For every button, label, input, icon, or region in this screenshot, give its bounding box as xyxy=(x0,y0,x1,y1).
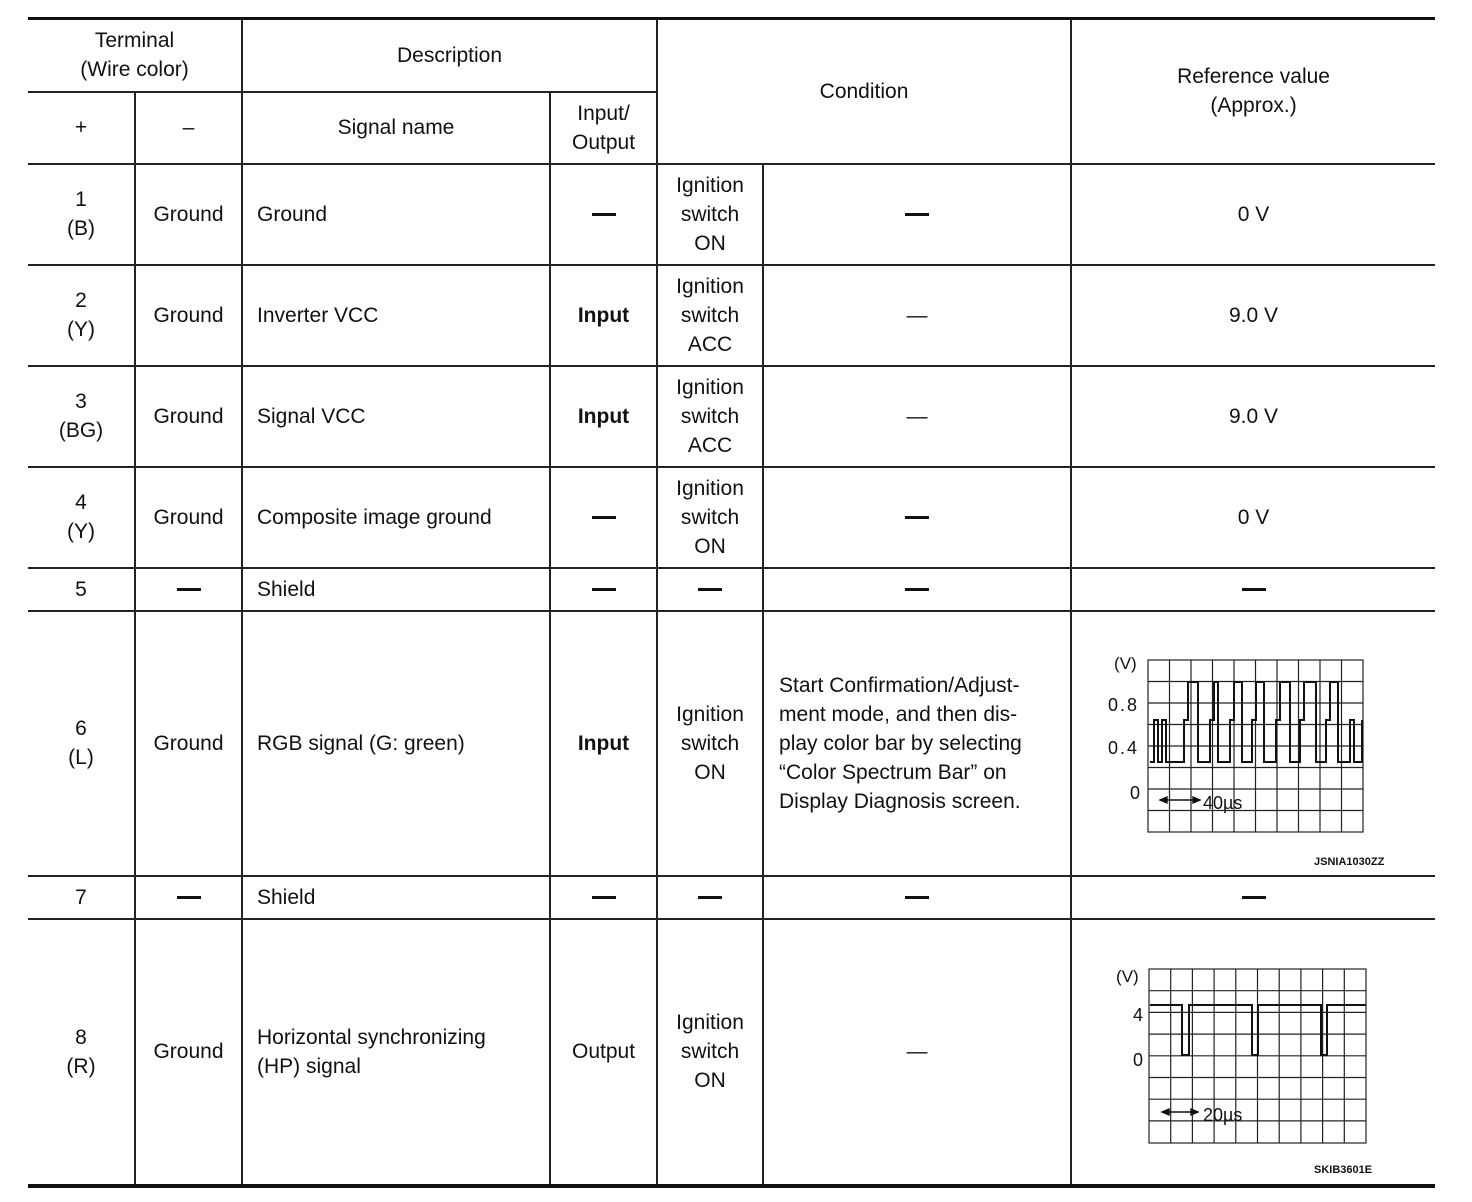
ignition-line2: switch xyxy=(680,731,740,755)
hp-waveform-code: SKIB3601E xyxy=(1314,1163,1373,1176)
wire-color: (L) xyxy=(68,746,94,769)
condition-cell: — xyxy=(763,366,1071,467)
ignition-line3: ON xyxy=(694,760,726,784)
condition-line: “Color Spectrum Bar” on xyxy=(779,760,1007,784)
reference-value-cell xyxy=(1071,919,1435,1186)
io-cell: Input xyxy=(550,611,657,876)
condition-line: Display Diagnosis screen. xyxy=(779,789,1021,813)
reference-value-cell: 0 V xyxy=(1071,467,1435,568)
table-row xyxy=(28,265,1435,366)
io-cell: Input xyxy=(550,366,657,467)
terminal-number: 6 xyxy=(75,717,87,740)
ignition-line1: Ignition xyxy=(676,375,744,399)
ignition-line2: switch xyxy=(680,303,740,327)
io-cell xyxy=(550,876,657,919)
dash-mark xyxy=(592,896,616,899)
terminal-plus-cell xyxy=(28,919,135,1186)
terminal-minus-cell: Ground xyxy=(135,467,242,568)
signal-name-cell: Shield xyxy=(242,568,550,611)
signal-name-cell: Composite image ground xyxy=(242,467,550,568)
header-reference-value xyxy=(1071,19,1435,164)
ignition-line3: ACC xyxy=(687,332,733,356)
signal-name-cell xyxy=(242,919,550,1186)
ignition-line1: Ignition xyxy=(676,476,744,500)
reference-value-cell xyxy=(1071,876,1435,919)
terminal-number: 4 xyxy=(75,491,87,514)
condition-line: play color bar by selecting xyxy=(779,731,1022,755)
reference-value-cell xyxy=(1071,568,1435,611)
terminal-number: 1 xyxy=(75,188,87,211)
header-input-output xyxy=(550,92,657,164)
io-cell: Output xyxy=(550,919,657,1186)
rgb-waveform xyxy=(1072,612,1435,875)
condition-cell: — xyxy=(763,919,1071,1186)
dash-mark xyxy=(177,896,201,899)
ignition-line2: switch xyxy=(680,202,740,226)
table-row xyxy=(28,919,1435,1186)
ignition-cell xyxy=(657,265,763,366)
terminal-minus-cell: Ground xyxy=(135,611,242,876)
io-cell: Input xyxy=(550,265,657,366)
ignition-line1: Ignition xyxy=(676,173,744,197)
ignition-line3: ON xyxy=(694,534,726,558)
ignition-line1: Ignition xyxy=(676,702,744,726)
ignition-line3: ON xyxy=(694,231,726,255)
rgb-waveform-tick: 0.4 xyxy=(1108,737,1140,758)
rgb-waveform-tick: 0.8 xyxy=(1108,694,1140,715)
header-description: Description xyxy=(242,19,657,92)
condition-cell xyxy=(763,467,1071,568)
rgb-waveform-period: 40µs xyxy=(1203,792,1243,813)
ignition-line1: Ignition xyxy=(676,274,744,298)
reference-value-cell: 9.0 V xyxy=(1071,366,1435,467)
ignition-line2: switch xyxy=(680,505,740,529)
header-plus: + xyxy=(28,92,135,164)
terminal-plus-cell xyxy=(28,366,135,467)
ignition-cell xyxy=(657,568,763,611)
signal-name-cell: RGB signal (G: green) xyxy=(242,611,550,876)
wire-color: (Y) xyxy=(67,318,95,341)
terminal-plus-cell xyxy=(28,611,135,876)
terminal-minus-cell: Ground xyxy=(135,919,242,1186)
condition-cell xyxy=(763,164,1071,265)
header-condition: Condition xyxy=(657,19,1071,164)
condition-cell xyxy=(763,876,1071,919)
wire-color: (B) xyxy=(67,217,95,240)
hp-waveform xyxy=(1072,920,1435,1184)
header-terminal-label: Terminal xyxy=(94,29,175,53)
terminal-plus-cell xyxy=(28,164,135,265)
condition-cell: — xyxy=(763,265,1071,366)
terminal-number: 8 xyxy=(75,1025,87,1049)
dash-mark xyxy=(1242,588,1266,591)
terminal-spec-table xyxy=(28,17,1435,1188)
ignition-line1: Ignition xyxy=(676,1011,744,1034)
dash-mark xyxy=(905,213,929,216)
table-row xyxy=(28,164,1435,265)
terminal-plus-cell xyxy=(28,467,135,568)
condition-line: Start Confirmation/Adjust- xyxy=(779,673,1020,697)
signal-name-line1: Horizontal synchronizing xyxy=(257,1025,486,1049)
ignition-line2: switch xyxy=(680,1040,740,1063)
header-wire-color-label: (Wire color) xyxy=(80,58,189,82)
dash-mark xyxy=(592,213,616,216)
reference-value-cell xyxy=(1071,611,1435,876)
header-signal-name: Signal name xyxy=(242,92,550,164)
wire-color: (Y) xyxy=(67,520,95,543)
dash-mark xyxy=(177,588,201,591)
ignition-line3: ACC xyxy=(687,433,733,457)
header-io-line1: Input/ xyxy=(577,101,630,125)
ignition-cell xyxy=(657,366,763,467)
table-row xyxy=(28,467,1435,568)
reference-value-cell: 0 V xyxy=(1071,164,1435,265)
ignition-cell xyxy=(657,919,763,1186)
terminal-minus-cell xyxy=(135,876,242,919)
terminal-minus-cell: Ground xyxy=(135,265,242,366)
terminal-minus-cell: Ground xyxy=(135,164,242,265)
header-approx-label: (Approx.) xyxy=(1210,94,1297,117)
ignition-cell xyxy=(657,467,763,568)
dash-mark xyxy=(905,516,929,519)
io-cell xyxy=(550,568,657,611)
ignition-cell xyxy=(657,611,763,876)
dash-mark xyxy=(698,896,722,899)
table-row xyxy=(28,611,1435,876)
ignition-line3: ON xyxy=(694,1069,726,1092)
ignition-cell xyxy=(657,876,763,919)
reference-value-cell: 9.0 V xyxy=(1071,265,1435,366)
rgb-waveform-unit: (V) xyxy=(1114,653,1137,673)
signal-name-line2: (HP) signal xyxy=(257,1054,361,1078)
hp-waveform-period: 20µs xyxy=(1203,1104,1243,1125)
dash-mark xyxy=(698,588,722,591)
table-row xyxy=(28,876,1435,919)
hp-waveform-unit: (V) xyxy=(1116,966,1139,986)
io-cell xyxy=(550,467,657,568)
table-row xyxy=(28,568,1435,611)
dash-mark xyxy=(905,588,929,591)
dash-mark xyxy=(592,588,616,591)
condition-cell xyxy=(763,611,1071,876)
dash-mark xyxy=(592,516,616,519)
signal-name-cell: Shield xyxy=(242,876,550,919)
terminal-plus-cell: 7 xyxy=(28,876,135,919)
header-terminal xyxy=(28,19,242,92)
table-row xyxy=(28,366,1435,467)
terminal-number: 3 xyxy=(75,390,87,413)
terminal-minus-cell xyxy=(135,568,242,611)
header-reference-label: Reference value xyxy=(1177,65,1330,88)
wire-color: (BG) xyxy=(58,419,104,442)
terminal-plus-cell xyxy=(28,265,135,366)
condition-cell xyxy=(763,568,1071,611)
header-minus: – xyxy=(135,92,242,164)
signal-name-cell: Signal VCC xyxy=(242,366,550,467)
dash-mark xyxy=(1242,896,1266,899)
io-cell xyxy=(550,164,657,265)
terminal-number: 2 xyxy=(75,289,87,312)
hp-waveform-tick: 0 xyxy=(1133,1049,1144,1070)
terminal-minus-cell: Ground xyxy=(135,366,242,467)
hp-waveform-graph xyxy=(1072,920,1435,1184)
rgb-waveform-code: JSNIA1030ZZ xyxy=(1314,855,1385,868)
wire-color: (R) xyxy=(66,1054,96,1078)
hp-waveform-tick: 4 xyxy=(1133,1004,1144,1025)
terminal-plus-cell: 5 xyxy=(28,568,135,611)
signal-name-cell: Inverter VCC xyxy=(242,265,550,366)
header-io-line2: Output xyxy=(571,130,636,154)
ignition-line2: switch xyxy=(680,404,740,428)
rgb-waveform-tick: 0 xyxy=(1130,782,1141,803)
signal-name-cell: Ground xyxy=(242,164,550,265)
dash-mark xyxy=(905,896,929,899)
condition-line: ment mode, and then dis- xyxy=(779,702,1018,726)
ignition-cell xyxy=(657,164,763,265)
